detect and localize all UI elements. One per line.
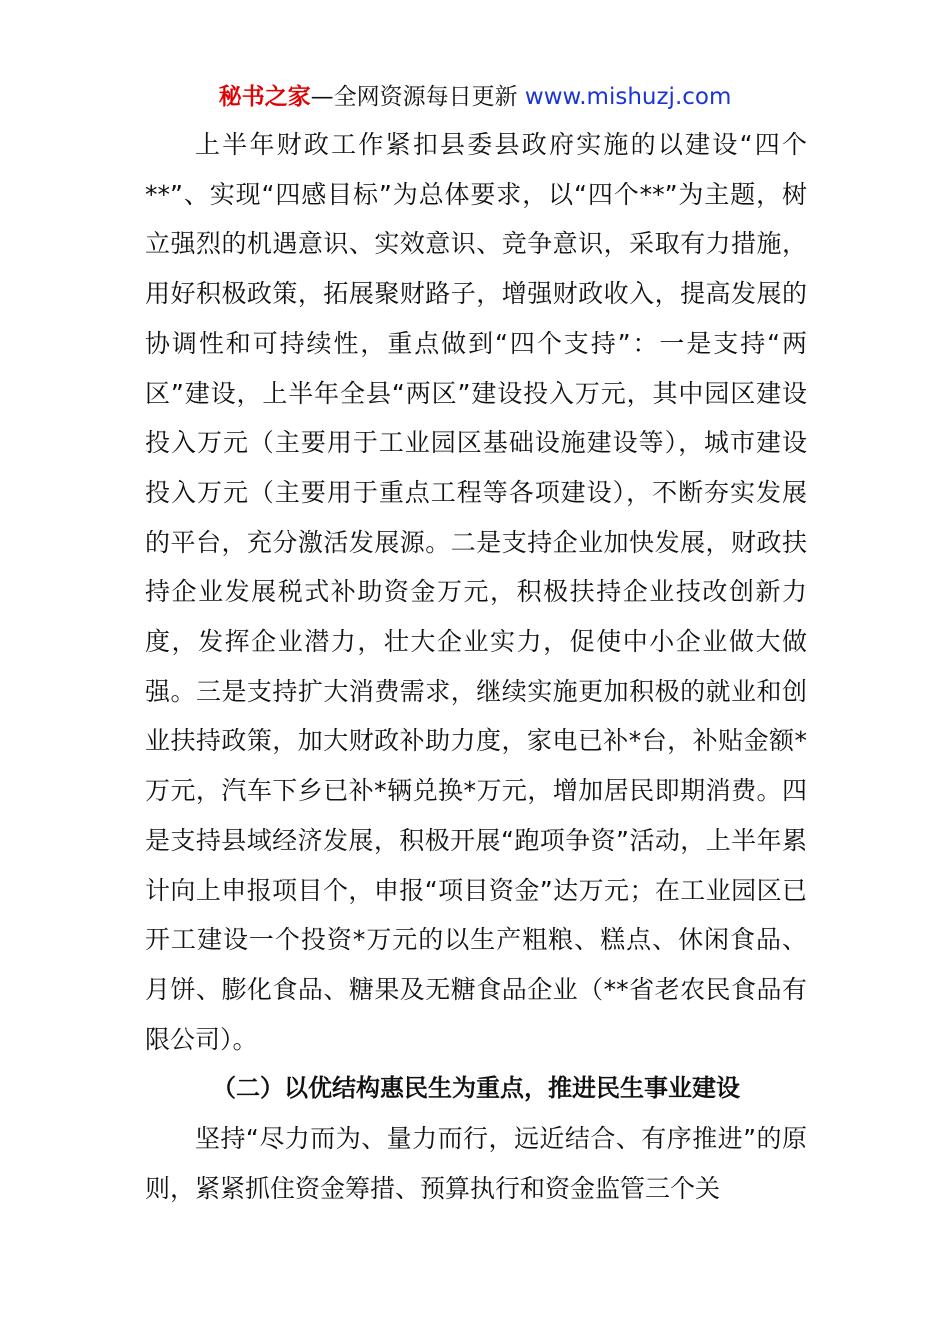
paragraph-2: 坚持“尽力而为、量力而行，远近结合、有序推进”的原则，紧紧抓住资金筹措、预算执行和资金监管三个关 — [145, 1124, 807, 1203]
brand-name: 秘书之家 — [218, 84, 311, 110]
section-heading: （二）以优结构惠民生为重点，推进民生事业建设 — [212, 1074, 740, 1103]
header-tagline: —全网资源每日更新 — [310, 84, 518, 110]
document-body — [145, 120, 807, 1213]
page-header — [0, 82, 950, 112]
paragraph-1: 上半年财政工作紧扣县委县政府实施的以建设“四个**”、实现“四感目标”为总体要求，以“四个**”为主题，树立强烈的机遇意识、实效意识、竞争意识，采取有力措施，用好积极政策，拓展聚财路子，增强财政收入，提高发展的协调性和可持续性，重点做到“四个支持”：一是支持“两区”建设，上半年全县“两区”建设投入万元，其中园区建设投入万元（主要用于工业园区基础设施建设等），城市建设投入万元（主要用于重点工程等各项建设），不断夯实发展的平台，充分激活发展源。二是支持企业加快发展，财政扶持企业发展税式补助资金万元，积极扶持企业技改创新力度，发挥企业潜力，壮大企业实力，促使中小企业做大做强。三是支持扩大消费需求，继续实施更加积极的就业和创业扶持政策，加大财政补助力度，家电已补*台，补贴金额*万元，汽车下乡已补*辆兑换*万元，增加居民即期消费。四是支持县域经济发展，积极开展“跑项争资”活动，上半年累计向上申报项目个，申报“项目资金”达万元；在工业园区已开工建设一个投资*万元的以生产粗粮、糕点、休闲食品、月饼、膨化食品、糖果及无糖食品企业（**省老农民食品有限公司）。 — [145, 130, 807, 1054]
website-link[interactable]: www.mishuzj.com — [524, 84, 732, 110]
